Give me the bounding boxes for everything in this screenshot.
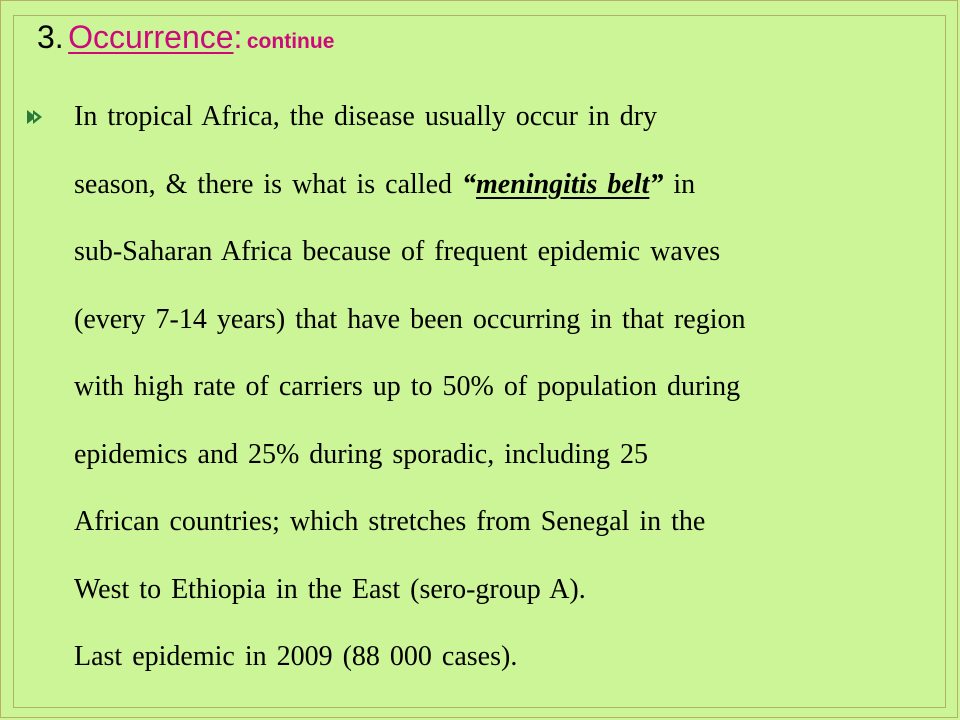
line-2-tail: in [673, 168, 696, 200]
title-number: 3. [37, 19, 64, 55]
open-quote: “ [462, 168, 477, 200]
line-2-text: season, & there is what is called [74, 168, 453, 200]
slide-title [37, 21, 334, 53]
last-epidemic-line: Last epidemic in 2009 (88 000 cases). [74, 641, 518, 672]
text-line-8: West to Ethiopia in the East (sero-group A). [74, 573, 586, 605]
text-line-1: In tropical Africa, the disease usually occur in dry [74, 101, 658, 132]
title-subtitle: continue [246, 30, 335, 53]
text-line-5: with high rate of carriers up to 50% of population during [74, 371, 741, 402]
text-line-6: epidemics and 25% during sporadic, including 25 [74, 438, 648, 470]
arrow-bullet-icon [27, 109, 43, 125]
title-word: Occurrence [68, 19, 234, 55]
bullet-paragraph [74, 97, 944, 705]
title-colon: : [233, 19, 243, 55]
text-line-2 [74, 165, 944, 233]
meningitis-belt-term: meningitis belt [476, 168, 650, 200]
close-quote: ” [649, 168, 664, 200]
text-line-3: sub-Saharan Africa because of frequent epidemic waves [74, 236, 721, 267]
text-line-7: African countries; which stretches from Senegal in the [74, 506, 706, 537]
text-line-4: (every 7-14 years) that have been occurring in that region [74, 303, 746, 335]
